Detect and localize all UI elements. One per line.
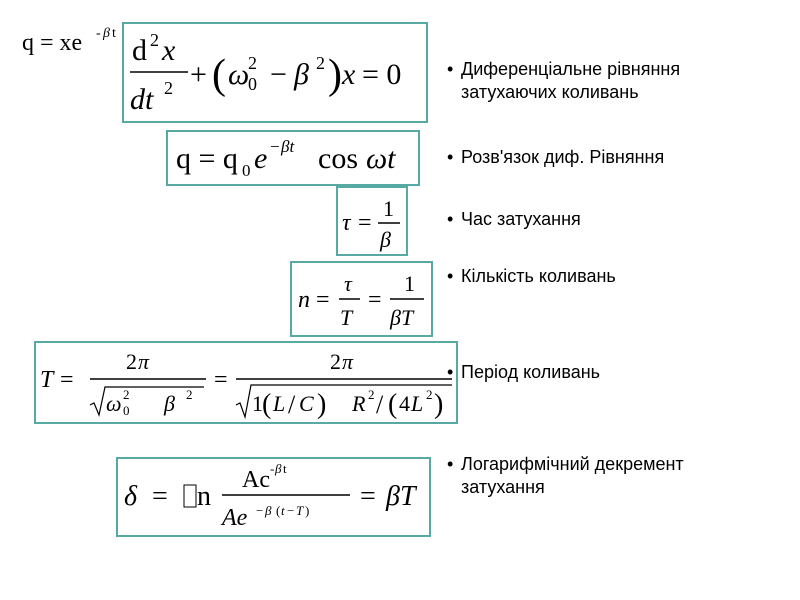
svg-text:ω: ω: [106, 391, 122, 416]
svg-text:=: =: [214, 367, 228, 393]
svg-text:t: t: [283, 461, 287, 476]
svg-text:R: R: [352, 391, 366, 416]
svg-text:=: =: [316, 287, 330, 313]
svg-text:): ): [434, 389, 444, 420]
svg-text:β: β: [275, 461, 282, 476]
svg-text:2: 2: [248, 53, 257, 73]
svg-text:β: β: [380, 227, 391, 252]
svg-text:τ: τ: [342, 210, 351, 236]
formula-box-log-decrement: [116, 457, 431, 537]
bullet-glyph: •: [447, 454, 454, 474]
bullet-text: Період коливань: [461, 362, 601, 382]
svg-text:L: L: [273, 391, 286, 416]
svg-text:=: =: [368, 287, 382, 313]
svg-text:(: (: [262, 389, 272, 420]
svg-text:1: 1: [252, 391, 263, 416]
svg-text:x: x: [162, 34, 176, 67]
svg-text:0: 0: [248, 74, 257, 94]
svg-text:(: (: [388, 389, 398, 420]
svg-text:0: 0: [123, 403, 130, 418]
svg-text:2: 2: [426, 387, 433, 402]
svg-text:T: T: [296, 503, 304, 518]
svg-text:δ: δ: [124, 481, 138, 512]
svg-text:1: 1: [383, 196, 394, 221]
bullet-item-damping-time: [447, 208, 751, 231]
svg-text:=: =: [152, 481, 168, 512]
bullet-text: Диференціальне рівняння затухаючих коливань: [461, 59, 681, 102]
svg-text:q = xe: q = xe: [22, 30, 83, 56]
svg-text:2: 2: [316, 53, 325, 73]
svg-text:βt: βt: [281, 137, 295, 156]
svg-text:2: 2: [186, 387, 193, 402]
svg-text:n: n: [197, 481, 211, 512]
svg-text:−: −: [270, 137, 280, 156]
svg-text:−: −: [287, 503, 295, 518]
svg-text:2: 2: [150, 30, 159, 50]
bullet-glyph: •: [447, 59, 454, 79]
svg-text:2: 2: [330, 349, 341, 374]
svg-text:dt: dt: [130, 83, 154, 116]
svg-text:−: −: [256, 503, 264, 518]
bullet-item-log-decrement: [447, 453, 751, 499]
svg-text:T: T: [340, 305, 353, 330]
svg-text:-: -: [270, 461, 275, 476]
svg-text:=: =: [60, 367, 74, 393]
svg-text:e: e: [254, 142, 268, 175]
svg-text:): ): [317, 389, 327, 420]
svg-text:1: 1: [404, 271, 415, 296]
svg-text:2: 2: [123, 387, 130, 402]
svg-text:ωt: ωt: [366, 142, 396, 175]
svg-text:βT: βT: [386, 481, 416, 512]
svg-text:t: t: [112, 26, 116, 41]
bullet-text: Кількість коливань: [461, 266, 616, 286]
formula-box-oscillation-count: [290, 261, 433, 337]
svg-text:-: -: [96, 26, 101, 41]
svg-text:−: −: [270, 58, 287, 91]
svg-text:β: β: [103, 26, 110, 41]
svg-text:4: 4: [399, 391, 410, 416]
svg-text:(: (: [276, 503, 281, 518]
formula-box-differential-equation: [122, 22, 428, 123]
formula-box-period: [34, 341, 458, 424]
svg-text:n: n: [298, 287, 310, 313]
svg-text:Ae: Ae: [222, 505, 248, 531]
svg-text:t: t: [281, 503, 285, 518]
bullet-glyph: •: [447, 362, 454, 382]
svg-text:L: L: [411, 391, 424, 416]
svg-text:β: β: [164, 391, 175, 416]
svg-text:q = q: q = q: [176, 142, 238, 175]
svg-text:d: d: [132, 34, 147, 67]
bullet-text: Розв'язок диф. Рівняння: [461, 147, 665, 167]
svg-text:(: (: [212, 52, 226, 98]
svg-text:π: π: [138, 349, 150, 374]
bullet-item-period: [447, 361, 751, 384]
bullet-glyph: •: [447, 266, 454, 286]
svg-text:/: /: [376, 390, 384, 419]
svg-text:2: 2: [368, 387, 375, 402]
bullet-item-oscillation-count: [447, 265, 751, 288]
svg-text:): ): [305, 503, 310, 518]
bullet-text: Час затухання: [461, 209, 581, 229]
bullet-text: Логарифмічний декремент затухання: [461, 454, 684, 497]
svg-text:2: 2: [126, 349, 137, 374]
svg-text:=: =: [360, 481, 376, 512]
svg-text:/: /: [288, 390, 296, 419]
svg-text:ω: ω: [228, 58, 250, 91]
bullet-glyph: •: [447, 147, 454, 167]
svg-text:+: +: [190, 58, 207, 91]
bullet-item-solution: [447, 146, 751, 169]
svg-text:x: x: [342, 58, 356, 91]
svg-text:C: C: [299, 391, 314, 416]
svg-text:T: T: [40, 367, 54, 393]
svg-text:Ac: Ac: [242, 467, 270, 493]
formula-q-substitution: [22, 24, 132, 60]
svg-text:π: π: [342, 349, 354, 374]
svg-text:βT: βT: [390, 305, 414, 330]
formula-box-damping-time: [336, 186, 408, 256]
svg-text:β: β: [294, 58, 309, 91]
svg-text:β: β: [265, 503, 272, 518]
svg-text:0: 0: [242, 161, 251, 180]
bullet-glyph: •: [447, 209, 454, 229]
svg-text:=: =: [358, 210, 372, 236]
formula-box-solution: [166, 130, 420, 186]
svg-text:): ): [328, 52, 342, 98]
svg-text:2: 2: [164, 78, 173, 98]
svg-text:cos: cos: [318, 142, 358, 175]
bullet-item-differential-equation: [447, 58, 751, 104]
svg-text:= 0: = 0: [362, 58, 402, 91]
svg-text:τ: τ: [344, 271, 352, 296]
